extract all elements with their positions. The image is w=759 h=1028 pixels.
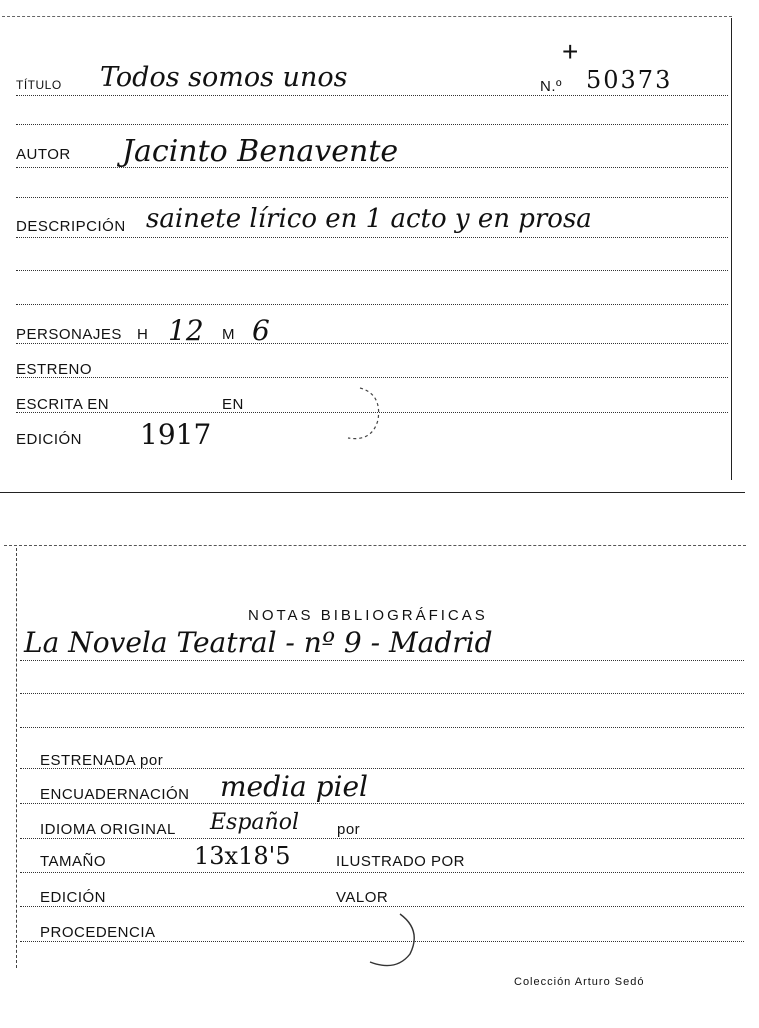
- escrita-en-label: EN: [222, 396, 244, 413]
- blank-line-2: [16, 197, 728, 198]
- valor-label: VALOR: [336, 889, 389, 906]
- personajes-line: [16, 343, 728, 344]
- titulo-label: TÍTULO: [16, 78, 62, 92]
- personajes-h-label: H: [137, 326, 149, 343]
- descripcion-label: DESCRIPCIÓN: [16, 218, 126, 235]
- encuadernacion-value: media piel: [220, 770, 368, 803]
- top-card-bottom-edge: [0, 492, 745, 493]
- descripcion-line: [16, 237, 728, 238]
- encuadernacion-line: [20, 803, 744, 804]
- autor-value: Jacinto Benavente: [122, 134, 399, 169]
- blank-line-4: [16, 304, 728, 305]
- blank-line-1: [16, 124, 728, 125]
- estrenada-label: ESTRENADA por: [40, 752, 164, 769]
- descripcion-value: sainete lírico en 1 acto y en prosa: [146, 204, 592, 234]
- estreno-label: ESTRENO: [16, 361, 93, 378]
- notas-line-1: [20, 660, 744, 661]
- blank-line-3: [16, 270, 728, 271]
- procedencia-label: PROCEDENCIA: [40, 924, 156, 941]
- titulo-value: Todos somos unos: [100, 62, 348, 93]
- numero-label: N.º: [540, 78, 562, 95]
- edicion-label: EDICIÓN: [16, 431, 83, 448]
- notas-line-2: [20, 693, 744, 694]
- idioma-value: Español: [210, 810, 299, 835]
- edicion-bottom-label: EDICIÓN: [40, 889, 107, 906]
- idioma-line: [20, 838, 744, 839]
- personajes-m-value: 6: [252, 314, 270, 347]
- faint-stamp-mark: [320, 380, 390, 450]
- idioma-label: IDIOMA ORIGINAL: [40, 821, 176, 838]
- faint-stamp-mark-bottom: [350, 906, 430, 976]
- escrita-label: ESCRITA EN: [16, 396, 110, 413]
- estreno-line: [16, 377, 728, 378]
- encuadernacion-label: ENCUADERNACIÓN: [40, 786, 190, 803]
- autor-label: AUTOR: [16, 146, 71, 163]
- tamano-line: [20, 872, 744, 873]
- edicion-value: 1917: [140, 418, 212, 451]
- notas-line-3: [20, 727, 744, 728]
- notas-heading: NOTAS BIBLIOGRÁFICAS: [248, 607, 488, 624]
- bottom-card-left-edge: [16, 548, 17, 968]
- numero-value: 50373: [586, 66, 673, 94]
- coleccion-footer: Colección Arturo Sedó: [514, 976, 645, 988]
- personajes-label: PERSONAJES: [16, 326, 122, 343]
- estrenada-line: [20, 768, 744, 769]
- autor-line: [16, 167, 728, 168]
- personajes-h-value: 12: [168, 314, 204, 347]
- top-card-right-edge: [731, 18, 732, 480]
- personajes-m-label: M: [222, 326, 235, 343]
- titulo-line: [16, 95, 728, 96]
- notas-value: La Novela Teatral - nº 9 - Madrid: [24, 626, 493, 659]
- idioma-por-label: por: [337, 821, 361, 838]
- ilustrado-label: ILUSTRADO POR: [336, 853, 466, 870]
- bottom-card-top-edge: [4, 545, 746, 546]
- tamano-label: TAMAÑO: [40, 853, 107, 870]
- top-card-top-edge: [2, 16, 732, 17]
- numero-mark: +: [562, 36, 579, 67]
- tamano-value: 13x18'5: [194, 842, 291, 870]
